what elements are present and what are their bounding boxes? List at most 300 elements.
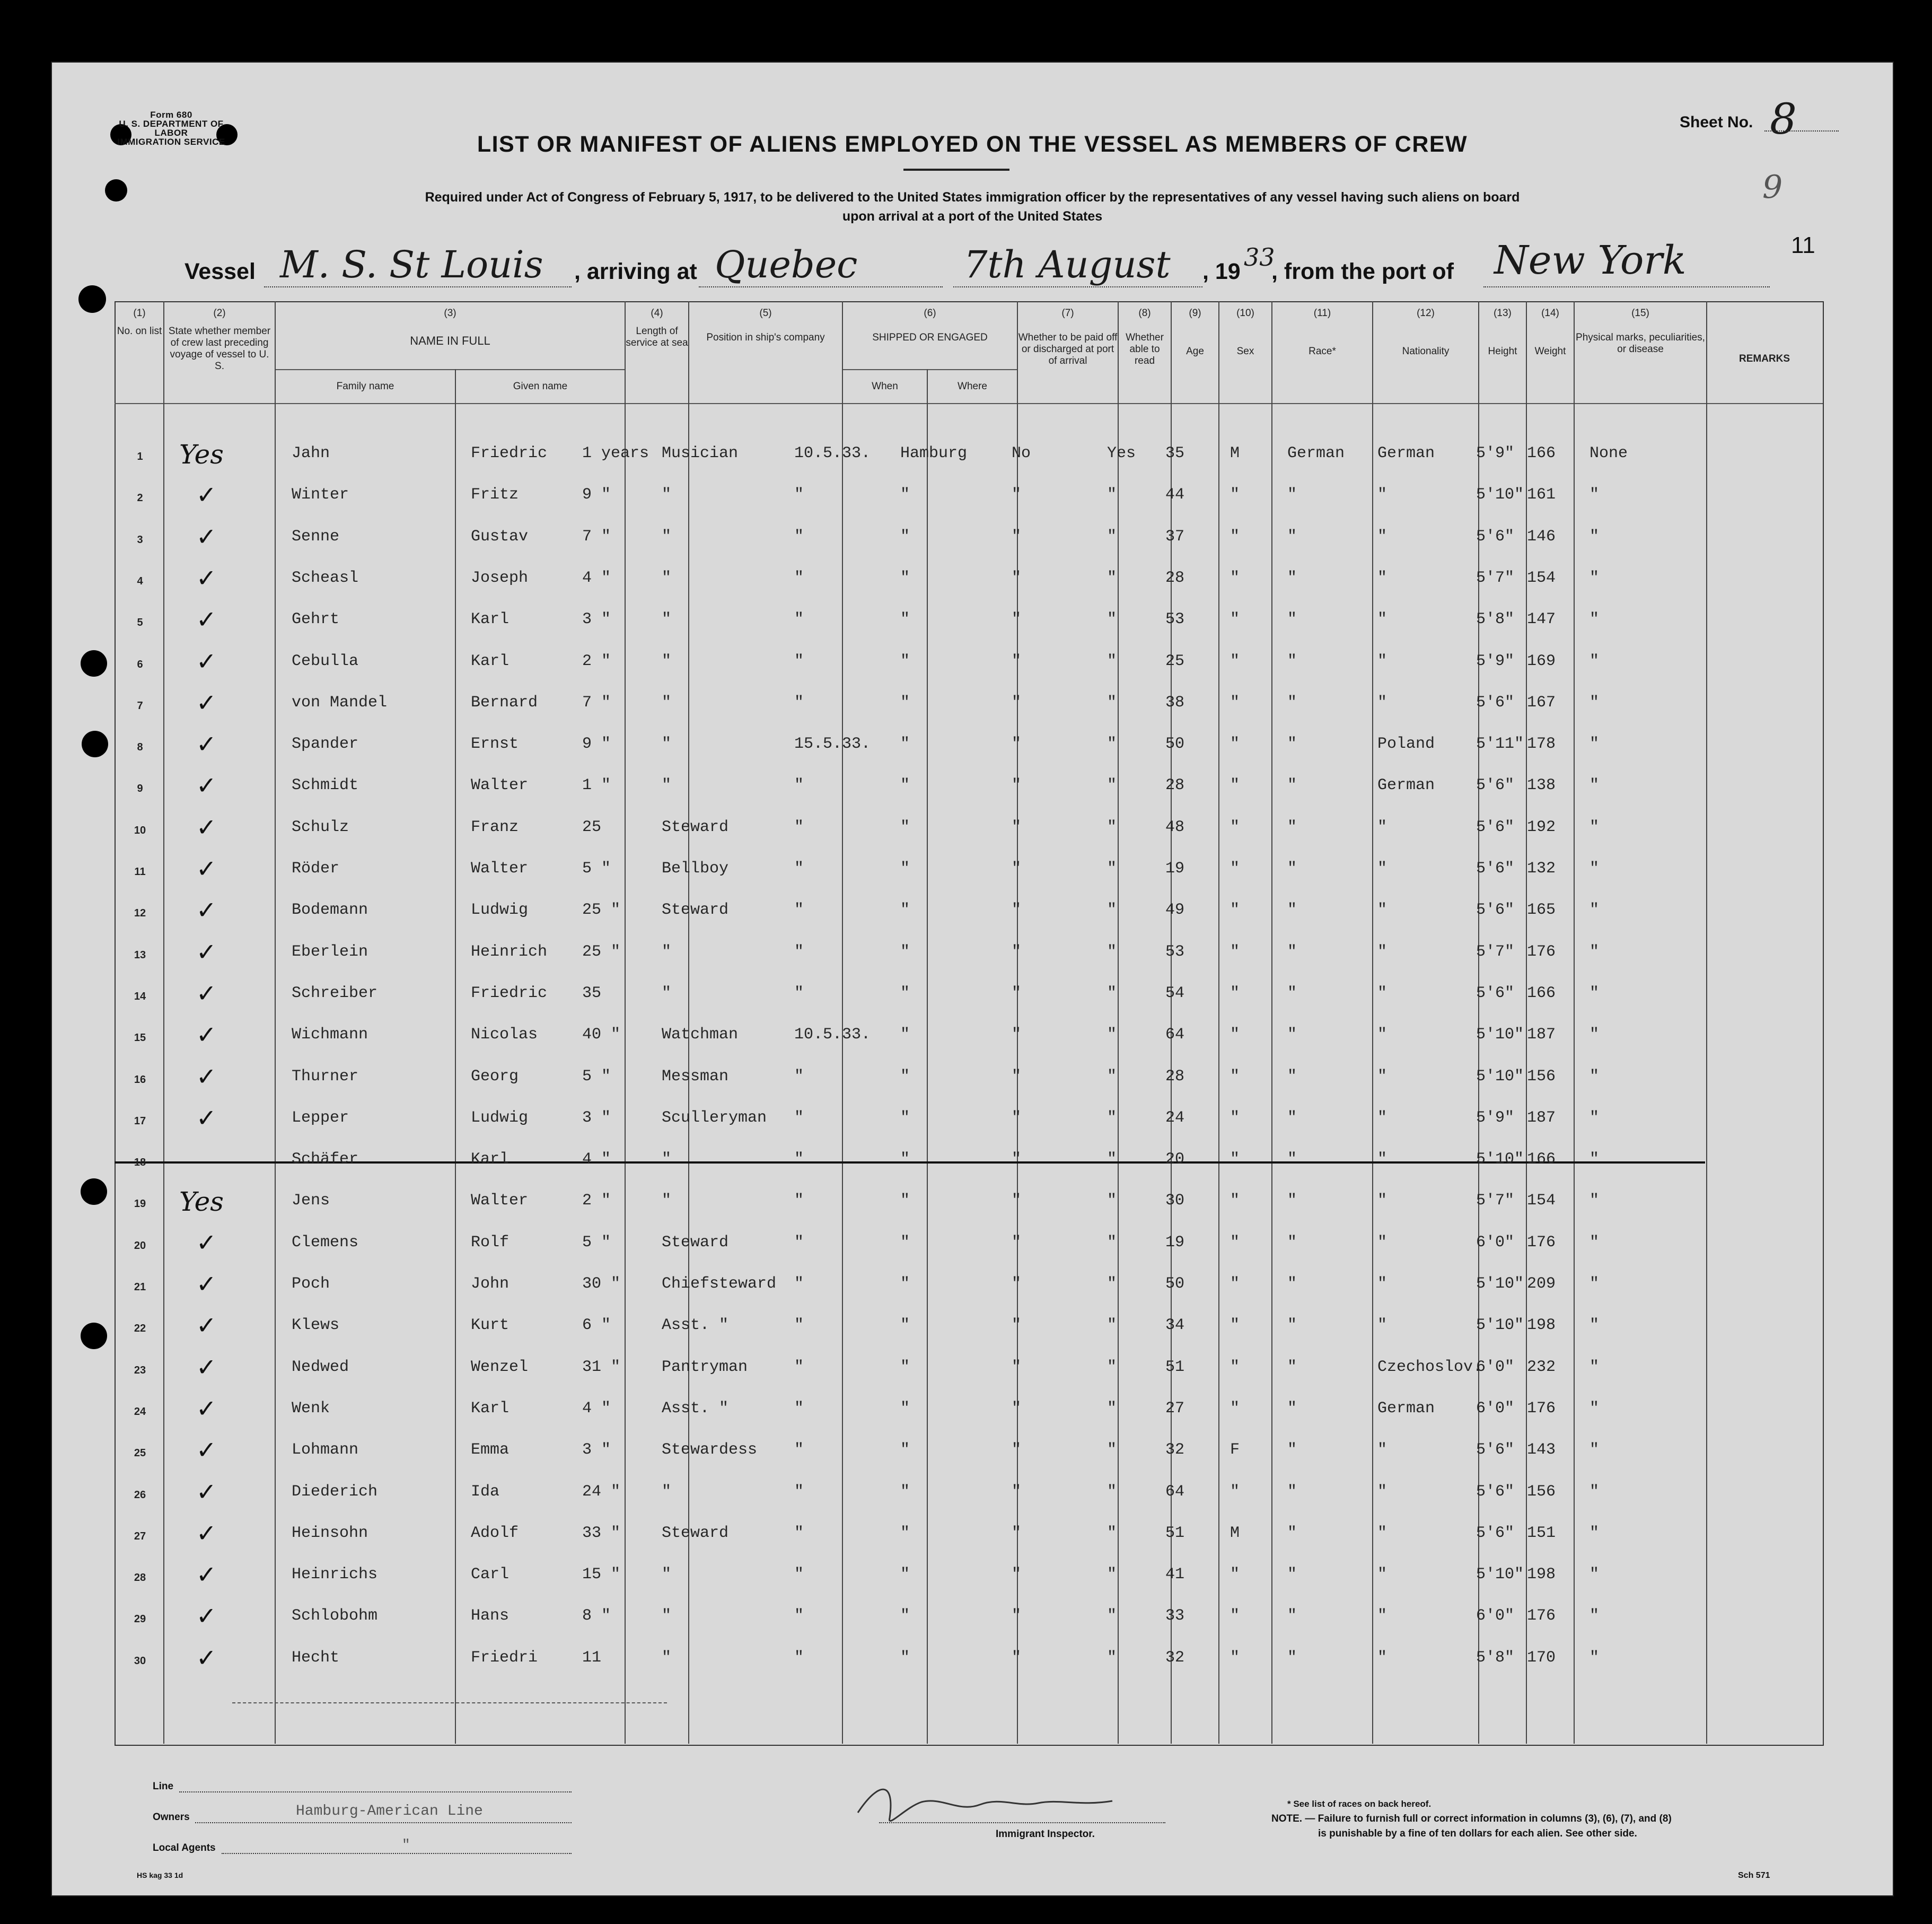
table-row: [52, 1062, 1823, 1097]
given-name: Friedric: [471, 984, 548, 1002]
voyage-mark: ✓: [196, 1062, 217, 1091]
nationality: ": [1377, 860, 1387, 878]
nationality: ": [1377, 1649, 1387, 1667]
position: ": [662, 1566, 672, 1584]
table-row: [52, 1104, 1823, 1139]
physical-marks: ": [1589, 860, 1600, 878]
race: ": [1287, 528, 1297, 546]
able-to-read: ": [1107, 528, 1117, 546]
service-length: 1 years: [582, 444, 649, 462]
sex: M: [1230, 444, 1240, 462]
nationality: ": [1377, 1441, 1387, 1459]
physical-marks: ": [1589, 1275, 1600, 1293]
row-number: 4: [137, 575, 143, 587]
family-name: Eberlein: [292, 943, 368, 961]
race: ": [1287, 860, 1297, 878]
sex: ": [1230, 1607, 1240, 1625]
given-name: Gustav: [471, 528, 529, 546]
physical-marks: ": [1589, 1483, 1600, 1501]
col-number: (1): [133, 308, 146, 319]
able-to-read: ": [1107, 569, 1117, 587]
sex: ": [1230, 901, 1240, 919]
weight: 154: [1527, 1192, 1556, 1210]
position: ": [662, 652, 672, 670]
height: 5'7": [1476, 1192, 1515, 1210]
able-to-read: ": [1107, 776, 1117, 794]
nationality: ": [1377, 569, 1387, 587]
table-row: [52, 1394, 1823, 1429]
weight: 166: [1527, 444, 1556, 462]
row-number: 12: [134, 907, 146, 919]
weight: 166: [1527, 1150, 1556, 1168]
vessel-underline: [264, 286, 572, 287]
able-to-read: ": [1107, 1234, 1117, 1252]
voyage-mark: ✓: [196, 1436, 217, 1464]
able-to-read: ": [1107, 1607, 1117, 1625]
age: 51: [1165, 1358, 1185, 1376]
sex: ": [1230, 1483, 1240, 1501]
physical-marks: ": [1589, 1566, 1600, 1584]
sex: ": [1230, 735, 1240, 753]
paid-off: ": [1012, 1607, 1022, 1625]
weight: 176: [1527, 1234, 1556, 1252]
shipped-where: ": [900, 569, 910, 587]
service-length: 1 ": [582, 776, 611, 794]
row-number: 3: [137, 534, 143, 546]
physical-marks: ": [1589, 1234, 1600, 1252]
nationality: Czechoslov.: [1377, 1358, 1483, 1376]
shipped-where: ": [900, 528, 910, 546]
family-name: Wichmann: [292, 1026, 368, 1044]
voyage-mark: ✓: [196, 1477, 217, 1506]
header-divider: [115, 403, 1823, 404]
table-row: [52, 1311, 1823, 1346]
race: ": [1287, 1150, 1297, 1168]
line-label: Line: [153, 1781, 174, 1792]
col-number: (12): [1417, 308, 1435, 319]
nationality: ": [1377, 943, 1387, 961]
family-name: Hecht: [292, 1649, 340, 1667]
table-row: [52, 1270, 1823, 1305]
height: 5'10": [1476, 1566, 1524, 1584]
shipped-when: ": [794, 610, 804, 628]
col6-header: [843, 308, 1017, 344]
family-name: Nedwed: [292, 1358, 349, 1376]
owners-label: Owners: [153, 1812, 190, 1823]
paid-off: ": [1012, 1068, 1022, 1086]
col-number: (11): [1313, 308, 1331, 319]
table-row: [52, 896, 1823, 931]
service-length: 9 ": [582, 735, 611, 753]
height: 5'8": [1476, 610, 1515, 628]
table-row: [52, 771, 1823, 806]
paid-off: ": [1012, 1192, 1022, 1210]
able-to-read: ": [1107, 1026, 1117, 1044]
shipped-when: ": [794, 818, 804, 836]
physical-marks: ": [1589, 1316, 1600, 1334]
able-to-read: ": [1107, 984, 1117, 1002]
position: Stewardess: [662, 1441, 758, 1459]
weight: 169: [1527, 652, 1556, 670]
nationality: ": [1377, 528, 1387, 546]
shipped-where: ": [900, 610, 910, 628]
shipped-when: ": [794, 1607, 804, 1625]
shipped-when: ": [794, 694, 804, 712]
age: 19: [1165, 860, 1185, 878]
family-name: Schreiber: [292, 984, 378, 1002]
weight: 198: [1527, 1566, 1556, 1584]
shipped-where: ": [900, 1150, 910, 1168]
right-number: 11: [1791, 232, 1815, 258]
weight: 156: [1527, 1068, 1556, 1086]
row-number: 1: [137, 451, 143, 462]
nationality: ": [1377, 1275, 1387, 1293]
service-length: 25 ": [582, 943, 621, 961]
position: ": [662, 735, 672, 753]
voyage-mark: ✓: [196, 1353, 217, 1381]
height: 5'11": [1476, 735, 1524, 753]
service-length: 24 ": [582, 1483, 621, 1501]
voyage-mark: ✓: [196, 1270, 217, 1298]
able-to-read: Yes: [1107, 444, 1136, 462]
sex: ": [1230, 1649, 1240, 1667]
service-length: 3 ": [582, 610, 611, 628]
age: 53: [1165, 610, 1185, 628]
shipped-where: ": [900, 1441, 910, 1459]
row-number: 23: [134, 1365, 146, 1376]
shipped-when: ": [794, 1441, 804, 1459]
paid-off: ": [1012, 486, 1022, 504]
family-name: Clemens: [292, 1234, 359, 1252]
weight: 176: [1527, 943, 1556, 961]
race: ": [1287, 1192, 1297, 1210]
paid-off: ": [1012, 776, 1022, 794]
physical-marks: ": [1589, 1026, 1600, 1044]
shipped-when: 10.5.33.: [794, 1026, 871, 1044]
age: 35: [1165, 444, 1185, 462]
able-to-read: ": [1107, 1441, 1117, 1459]
age: 37: [1165, 528, 1185, 546]
shipped-when: ": [794, 1275, 804, 1293]
family-name: Winter: [292, 486, 349, 504]
weight: 147: [1527, 610, 1556, 628]
able-to-read: ": [1107, 735, 1117, 753]
given-name: Ida: [471, 1483, 500, 1501]
family-name: Wenk: [292, 1400, 330, 1418]
voyage-mark: ✓: [196, 938, 217, 966]
height: 5'10": [1476, 1026, 1524, 1044]
position: ": [662, 943, 672, 961]
weight: 176: [1527, 1607, 1556, 1625]
paid-off: ": [1012, 984, 1022, 1002]
given-name: Friedri: [471, 1649, 538, 1667]
shipped-when: ": [794, 1192, 804, 1210]
col8-header: [1119, 308, 1171, 367]
shipped-when: ": [794, 943, 804, 961]
col12-header: [1373, 308, 1478, 357]
arrival-date: 7th August: [964, 243, 1171, 286]
shipped-where: ": [900, 943, 910, 961]
family-name: von Mandel: [292, 694, 388, 712]
shipped-when: ": [794, 1150, 804, 1168]
col-label: No. on list: [117, 326, 162, 337]
physical-marks: ": [1589, 1607, 1600, 1625]
col-number: (3): [444, 308, 456, 319]
race: ": [1287, 1275, 1297, 1293]
age: 33: [1165, 1607, 1185, 1625]
height: 5'10": [1476, 1068, 1524, 1086]
position: ": [662, 984, 672, 1002]
sex: ": [1230, 1150, 1240, 1168]
able-to-read: ": [1107, 901, 1117, 919]
signature-stroke: [858, 1789, 1112, 1821]
service-length: 35: [582, 984, 602, 1002]
col-number: (2): [213, 308, 226, 319]
service-length: 2 ": [582, 652, 611, 670]
family-name: Schäfer: [292, 1150, 359, 1168]
race: ": [1287, 1316, 1297, 1334]
weight: 187: [1527, 1026, 1556, 1044]
sex: ": [1230, 776, 1240, 794]
family-name: Schmidt: [292, 776, 359, 794]
age: 49: [1165, 901, 1185, 919]
sheet-label: Sheet No.: [1680, 113, 1753, 131]
paid-off: ": [1012, 1441, 1022, 1459]
service-length: 3 ": [582, 1109, 611, 1127]
row-number: 29: [134, 1613, 146, 1625]
sch-number: Sch 571: [1738, 1871, 1770, 1880]
race: ": [1287, 735, 1297, 753]
arriving-port: Quebec: [715, 243, 858, 286]
shipped-where: ": [900, 1316, 910, 1334]
age: 38: [1165, 694, 1185, 712]
col-label: Whether to be paid off or discharged at port of arrival: [1018, 332, 1118, 366]
shipped-where: ": [900, 486, 910, 504]
voyage-mark: ✓: [196, 730, 217, 758]
table-row: [52, 730, 1823, 765]
col-number: (6): [924, 308, 936, 319]
from-underline: [1483, 286, 1770, 287]
shipped-where: ": [900, 1234, 910, 1252]
weight: 232: [1527, 1358, 1556, 1376]
weight: 138: [1527, 776, 1556, 794]
col-number: (14): [1541, 308, 1559, 319]
table-row: [52, 522, 1823, 557]
able-to-read: ": [1107, 652, 1117, 670]
shipped-where: ": [900, 735, 910, 753]
service-length: 5 ": [582, 860, 611, 878]
agents-value: ": [402, 1837, 410, 1853]
shipped-where: ": [900, 1026, 910, 1044]
col-label: Weight: [1534, 346, 1566, 357]
year-suffix: 33: [1244, 243, 1275, 272]
shipped-where: ": [900, 652, 910, 670]
weight: 132: [1527, 860, 1556, 878]
position: Steward: [662, 818, 729, 836]
physical-marks: ": [1589, 528, 1600, 546]
col4-header: [626, 308, 688, 349]
paid-off: ": [1012, 1566, 1022, 1584]
table-row: [52, 1477, 1823, 1512]
position: ": [662, 569, 672, 587]
age: 53: [1165, 943, 1185, 961]
position: ": [662, 610, 672, 628]
position: ": [662, 1607, 672, 1625]
able-to-read: ": [1107, 486, 1117, 504]
able-to-read: ": [1107, 860, 1117, 878]
nationality: ": [1377, 1026, 1387, 1044]
service-length: 11: [582, 1649, 602, 1667]
given-name: Karl: [471, 1400, 510, 1418]
service-length: 7 ": [582, 694, 611, 712]
shipped-where: Hamburg: [900, 444, 968, 462]
height: 6'0": [1476, 1358, 1515, 1376]
able-to-read: ": [1107, 1649, 1117, 1667]
weight: 170: [1527, 1649, 1556, 1667]
position: ": [662, 1649, 672, 1667]
shipped-when: ": [794, 1400, 804, 1418]
paid-off: ": [1012, 1358, 1022, 1376]
nationality: ": [1377, 486, 1387, 504]
col-label: Physical marks, peculiarities, or disease: [1576, 332, 1705, 355]
row-number: 2: [137, 492, 143, 504]
given-name: Adolf: [471, 1524, 519, 1542]
shipped-where: ": [900, 1649, 910, 1667]
sex: ": [1230, 652, 1240, 670]
sex: F: [1230, 1441, 1240, 1459]
voyage-mark: ✓: [196, 1602, 217, 1630]
height: 5'7": [1476, 569, 1515, 587]
table-row: [52, 854, 1823, 889]
shipped-when: ": [794, 901, 804, 919]
physical-marks: ": [1589, 652, 1600, 670]
physical-marks: ": [1589, 1649, 1600, 1667]
nationality: ": [1377, 984, 1387, 1002]
given-name: Joseph: [471, 569, 529, 587]
physical-marks: ": [1589, 1524, 1600, 1542]
weight: 156: [1527, 1483, 1556, 1501]
col-label: Age: [1186, 346, 1204, 357]
given-name: Franz: [471, 818, 519, 836]
printer-mark: HS kag 33 1d: [137, 1871, 183, 1879]
given-name: Walter: [471, 776, 529, 794]
race: ": [1287, 610, 1297, 628]
voyage-mark: ✓: [196, 1228, 217, 1257]
weight: 209: [1527, 1275, 1556, 1293]
race: ": [1287, 652, 1297, 670]
col7-header: [1018, 308, 1118, 367]
shipped-where: ": [900, 1524, 910, 1542]
height: 5'9": [1476, 1109, 1515, 1127]
row-number: 13: [134, 949, 146, 961]
row-number: 10: [134, 825, 146, 836]
voyage-mark: ✓: [196, 1560, 217, 1589]
row-number: 15: [134, 1032, 146, 1044]
physical-marks: ": [1589, 1150, 1600, 1168]
shipped-when: 10.5.33.: [794, 444, 871, 462]
sheet-number-label: [1680, 113, 1753, 132]
sex: ": [1230, 860, 1240, 878]
given-name: Fritz: [471, 486, 519, 504]
shipped-when-header: When: [872, 381, 898, 392]
age: 28: [1165, 569, 1185, 587]
service-length: 5 ": [582, 1068, 611, 1086]
sex: ": [1230, 943, 1240, 961]
row-number: 7: [137, 700, 143, 712]
paid-off: ": [1012, 1275, 1022, 1293]
given-name-header: Given name: [513, 381, 568, 392]
corner-mark: 9: [1762, 169, 1783, 206]
shipped-when: ": [794, 486, 804, 504]
col2-header: [165, 308, 274, 372]
height: 6'0": [1476, 1607, 1515, 1625]
service-length: 4 ": [582, 1150, 611, 1168]
service-length: 40 ": [582, 1026, 621, 1044]
height: 5'9": [1476, 444, 1515, 462]
shipped-when: ": [794, 1358, 804, 1376]
age: 25: [1165, 652, 1185, 670]
footnote: * See list of races on back hereof.: [1287, 1799, 1432, 1809]
position: Watchman: [662, 1026, 739, 1044]
nationality: ": [1377, 1607, 1387, 1625]
nationality: ": [1377, 1524, 1387, 1542]
service-length: 5 ": [582, 1234, 611, 1252]
service-length: 9 ": [582, 486, 611, 504]
col15-header: [1575, 308, 1706, 355]
family-name: Röder: [292, 860, 340, 878]
subtitle-line2: upon arrival at a port of the United States: [842, 209, 1103, 224]
family-name: Poch: [292, 1275, 330, 1293]
age: 54: [1165, 984, 1185, 1002]
family-name: Bodemann: [292, 901, 368, 919]
age: 32: [1165, 1649, 1185, 1667]
position: ": [662, 486, 672, 504]
shipped-when: ": [794, 528, 804, 546]
table-row: [52, 688, 1823, 723]
weight: 151: [1527, 1524, 1556, 1542]
nationality: ": [1377, 1566, 1387, 1584]
col-label: Whether able to read: [1126, 332, 1164, 366]
nationality: ": [1377, 1234, 1387, 1252]
physical-marks: ": [1589, 901, 1600, 919]
shipped-where: ": [900, 1607, 910, 1625]
family-name: Heinsohn: [292, 1524, 368, 1542]
physical-marks: ": [1589, 1400, 1600, 1418]
race: ": [1287, 1649, 1297, 1667]
title-rule: [903, 169, 1009, 171]
service-length: 6 ": [582, 1316, 611, 1334]
able-to-read: ": [1107, 1400, 1117, 1418]
row-number: 21: [134, 1281, 146, 1293]
sex: ": [1230, 1566, 1240, 1584]
race: ": [1287, 818, 1297, 836]
voyage-mark: ✓: [196, 1020, 217, 1049]
paid-off: ": [1012, 1109, 1022, 1127]
weight: 154: [1527, 569, 1556, 587]
able-to-read: ": [1107, 1192, 1117, 1210]
col-number: (13): [1494, 308, 1512, 319]
race: ": [1287, 943, 1297, 961]
physical-marks: ": [1589, 818, 1600, 836]
given-name: Walter: [471, 1192, 529, 1210]
inspector-label: Immigrant Inspector.: [996, 1829, 1095, 1840]
paid-off: ": [1012, 901, 1022, 919]
nationality: ": [1377, 652, 1387, 670]
physical-marks: ": [1589, 694, 1600, 712]
service-length: 4 ": [582, 569, 611, 587]
shipped-where: ": [900, 1566, 910, 1584]
height: 5'6": [1476, 818, 1515, 836]
